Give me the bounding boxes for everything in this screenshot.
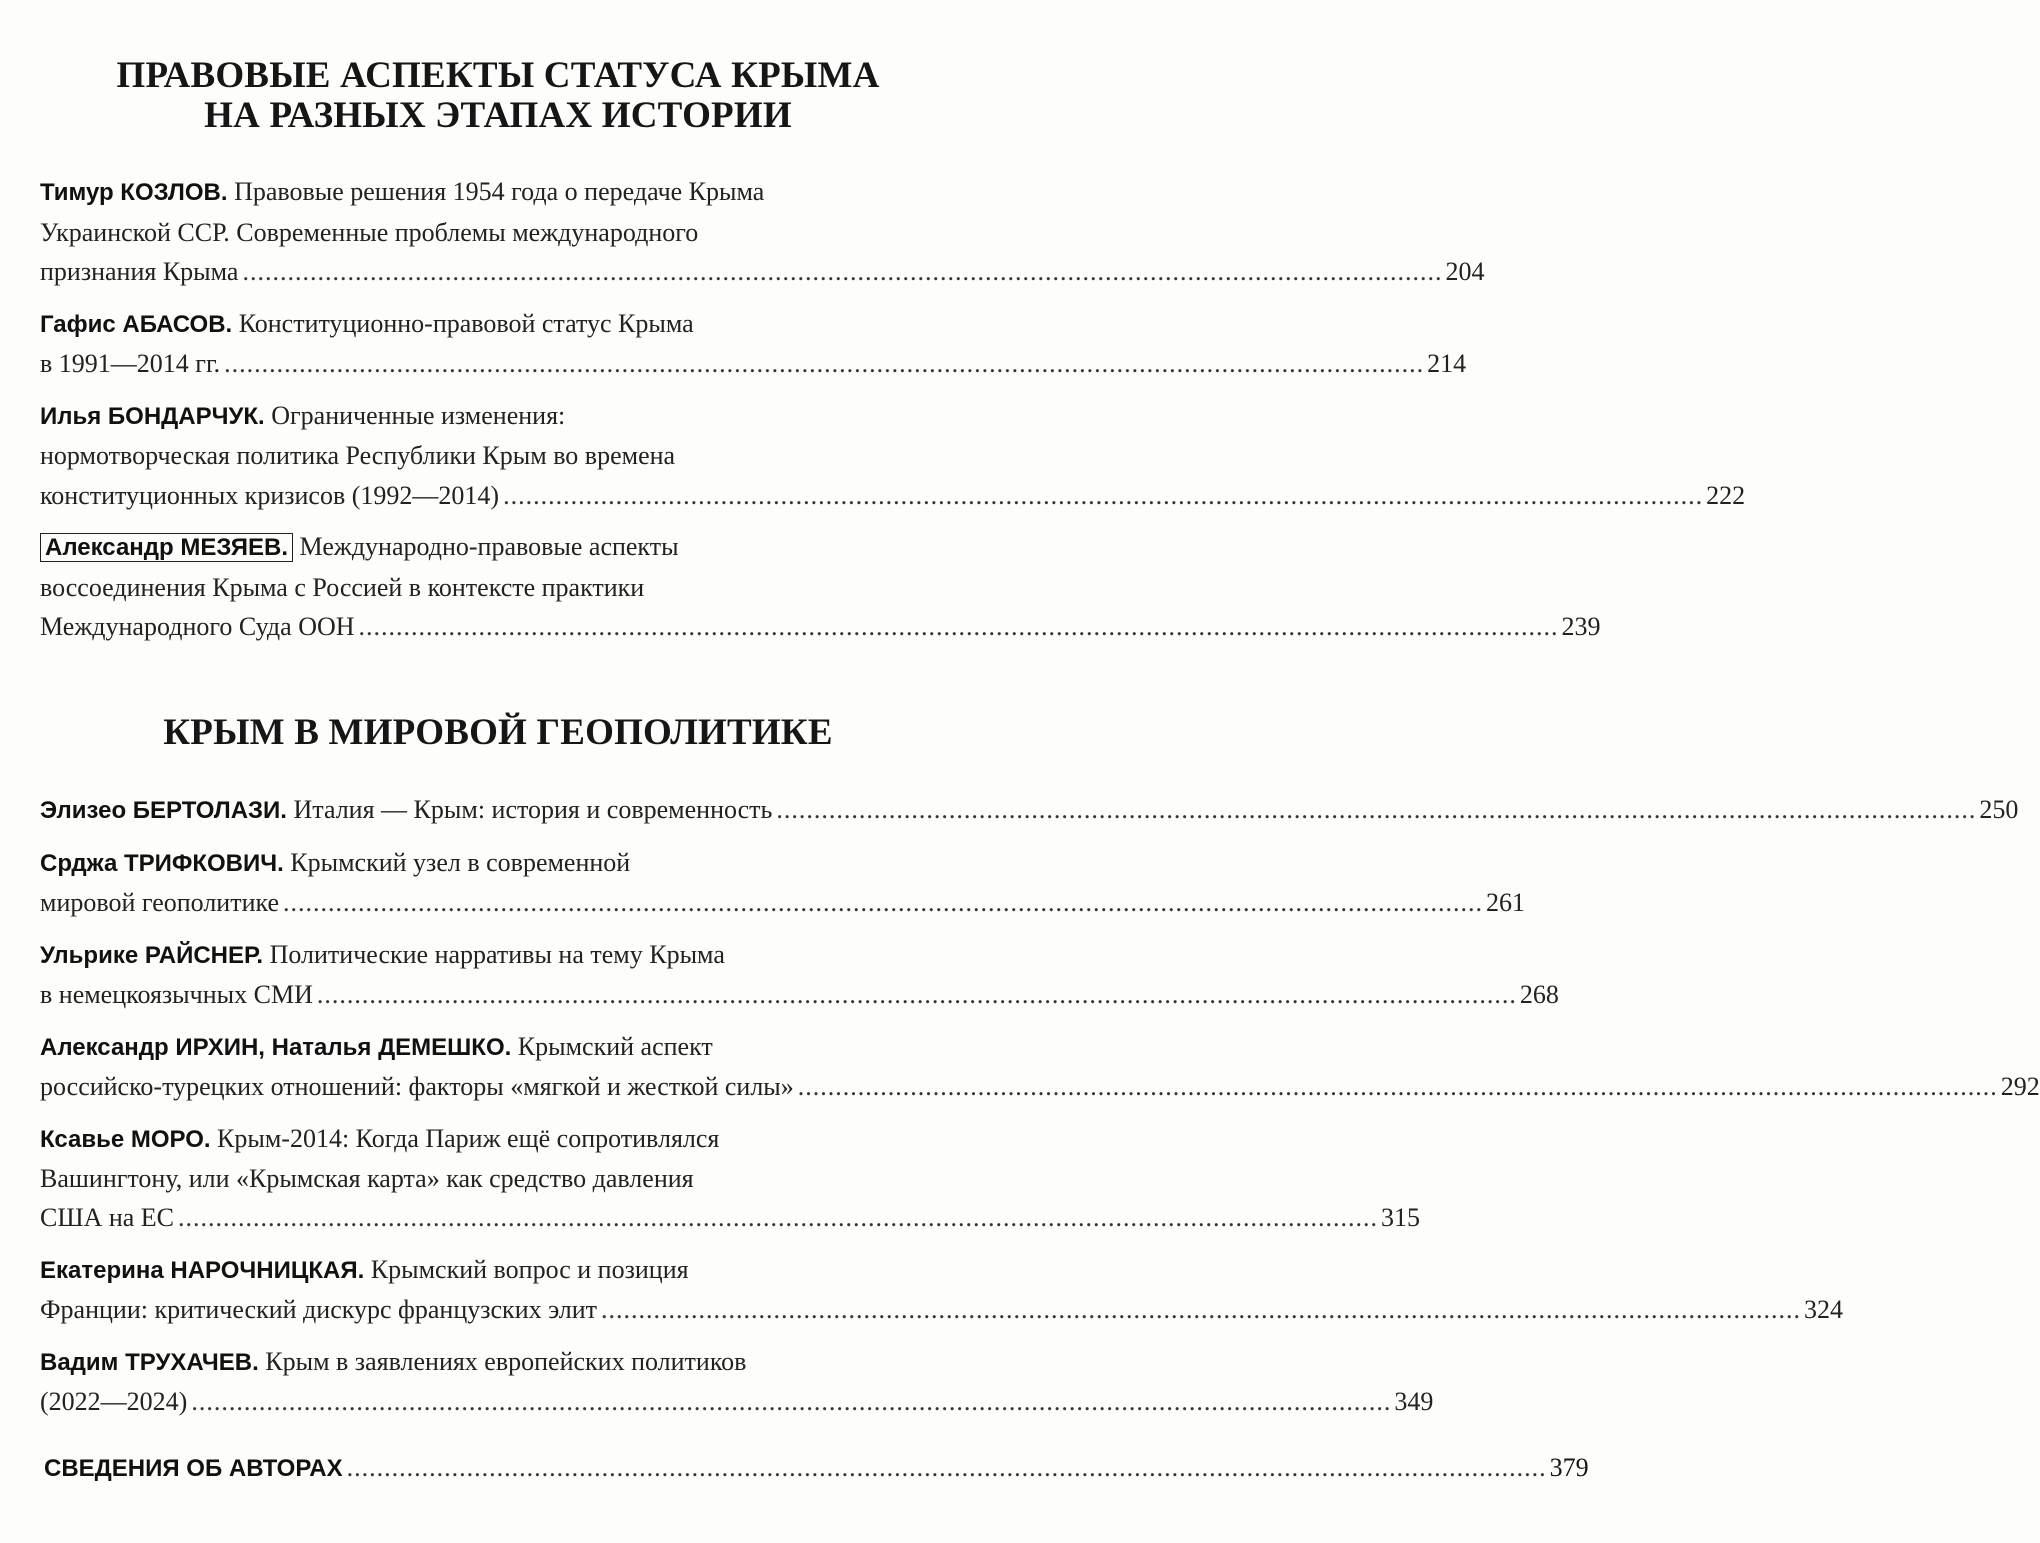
authors-info-label: СВЕДЕНИЯ ОБ АВТОРАХ — [44, 1455, 343, 1482]
dot-leader: ................................................................................................................................................................ — [178, 1203, 1379, 1232]
dot-leader: ................................................................................................................................................................ — [316, 980, 1517, 1009]
author-name: Срджа ТРИФКОВИЧ. — [40, 850, 284, 877]
entry-title: Крым в заявлениях европейских политиков — [265, 1347, 747, 1376]
author-name: Гафис АБАСОВ. — [40, 310, 233, 338]
entry-title: Крымский узел в современной — [290, 848, 631, 877]
entry-title: Международно-правовые аспекты — [299, 532, 679, 561]
dot-leader: ................................................................................................................................................................ — [242, 257, 1443, 286]
page-number: 315 — [1381, 1203, 1421, 1232]
entry-title: Италия — Крым: история и современность — [293, 795, 773, 824]
dot-leader: ................................................................................................................................................................ — [346, 1453, 1547, 1482]
entry-title: Франции: критический дискурс французских элит — [40, 1295, 598, 1324]
dot-leader: ................................................................................................................................................................ — [224, 349, 1425, 378]
dot-leader: ................................................................................................................................................................ — [776, 795, 1977, 824]
toc-entry[interactable] — [40, 527, 1601, 647]
toc-entry[interactable] — [40, 396, 1746, 516]
page-number: 261 — [1486, 888, 1526, 917]
toc-entry[interactable] — [40, 790, 2019, 830]
entry-title: мировой геополитике — [40, 888, 280, 917]
section-title-line: НА РАЗНЫХ ЭТАПАХ ИСТОРИИ — [204, 95, 792, 136]
entry-title: российско-турецких отношений: факторы «мягкой и жесткой силы» — [40, 1072, 794, 1101]
section-title-line: ПРАВОВЫЕ АСПЕКТЫ СТАТУСА КРЫМА — [116, 55, 880, 96]
entry-title: (2022—2024) — [40, 1387, 188, 1416]
page-number: 349 — [1394, 1387, 1434, 1416]
page-number: 379 — [1549, 1453, 1589, 1482]
toc-entry[interactable] — [40, 843, 1526, 922]
section-title-geopolitics — [40, 713, 956, 753]
page-number: 222 — [1706, 480, 1746, 510]
entry-title: Конституционно-правовой статус Крыма — [238, 308, 694, 338]
dot-leader: ................................................................................................................................................................ — [797, 1072, 1998, 1101]
dot-leader: ................................................................................................................................................................ — [191, 1387, 1392, 1416]
toc-entry[interactable] — [40, 935, 1559, 1014]
toc-section-legal — [40, 172, 1746, 659]
entry-title: Украинской ССР. Современные проблемы международного — [40, 217, 699, 247]
entry-title: Крымский аспект — [517, 1032, 713, 1061]
dot-leader: ................................................................................................................................................................ — [503, 480, 1704, 510]
entry-title: Крымский вопрос и позиция — [370, 1255, 689, 1284]
dot-leader: ................................................................................................................................................................ — [283, 888, 1484, 917]
entry-title: воссоединения Крыма с Россией в контексте практики — [40, 572, 645, 602]
page-number: 239 — [1561, 612, 1601, 641]
toc-entry[interactable] — [40, 304, 1467, 384]
toc-entry[interactable] — [40, 1250, 1844, 1329]
entry-title: конституционных кризисов (1992—2014) — [40, 480, 500, 510]
entry-title: признания Крыма — [40, 257, 239, 286]
toc-entry[interactable] — [40, 1342, 1434, 1421]
author-name-boxed: Александр МЕЗЯЕВ. — [40, 533, 293, 562]
toc-entry-authors-info[interactable] — [44, 1448, 1589, 1489]
toc-entry[interactable] — [40, 1027, 2040, 1106]
entry-title: Вашингтону, или «Крымская карта» как средство давления — [40, 1164, 694, 1193]
entry-title: США на ЕС — [40, 1203, 175, 1232]
page-number: 214 — [1427, 349, 1467, 378]
entry-title: в 1991—2014 гг. — [40, 349, 221, 378]
author-name: Илья БОНДАРЧУК. — [40, 402, 265, 430]
entry-title: нормотворческая политика Республики Крым во времена — [40, 441, 676, 470]
page-number: 204 — [1445, 257, 1485, 286]
entry-title: Правовые решения 1954 года о передаче Крыма — [234, 177, 765, 206]
section-title-legal-aspects — [40, 56, 956, 136]
page-number: 250 — [1979, 795, 2019, 824]
author-name: Ульрике РАЙСНЕР. — [40, 942, 264, 969]
toc-entry[interactable] — [40, 1119, 1421, 1237]
page-number: 268 — [1519, 980, 1559, 1009]
section-title-line: КРЫМ В МИРОВОЙ ГЕОПОЛИТИКЕ — [163, 712, 833, 753]
entry-title: в немецкоязычных СМИ — [40, 980, 313, 1009]
author-name: Вадим ТРУХАЧЕВ. — [40, 1349, 259, 1376]
page-number: 292 — [2000, 1072, 2040, 1101]
entry-title: Ограниченные изменения: — [271, 400, 566, 430]
author-name: Тимур КОЗЛОВ. — [40, 179, 228, 206]
entry-title: Политические нарративы на тему Крыма — [269, 940, 725, 969]
entry-title: Международного Суда ООН — [40, 612, 355, 641]
toc-section-geopolitics — [40, 790, 2040, 1434]
entry-title: Крым-2014: Когда Париж ещё сопротивлялся — [217, 1124, 720, 1153]
toc-entry[interactable] — [40, 172, 1485, 292]
dot-leader: ................................................................................................................................................................ — [358, 612, 1559, 641]
author-name: Екатерина НАРОЧНИЦКАЯ. — [40, 1257, 365, 1284]
author-name: Ксавье МОРО. — [40, 1126, 211, 1153]
dot-leader: ................................................................................................................................................................ — [601, 1295, 1802, 1324]
author-name: Александр ИРХИН, Наталья ДЕМЕШКО. — [40, 1034, 512, 1061]
page-number: 324 — [1804, 1295, 1844, 1324]
author-name: Элизео БЕРТОЛАЗИ. — [40, 797, 287, 824]
